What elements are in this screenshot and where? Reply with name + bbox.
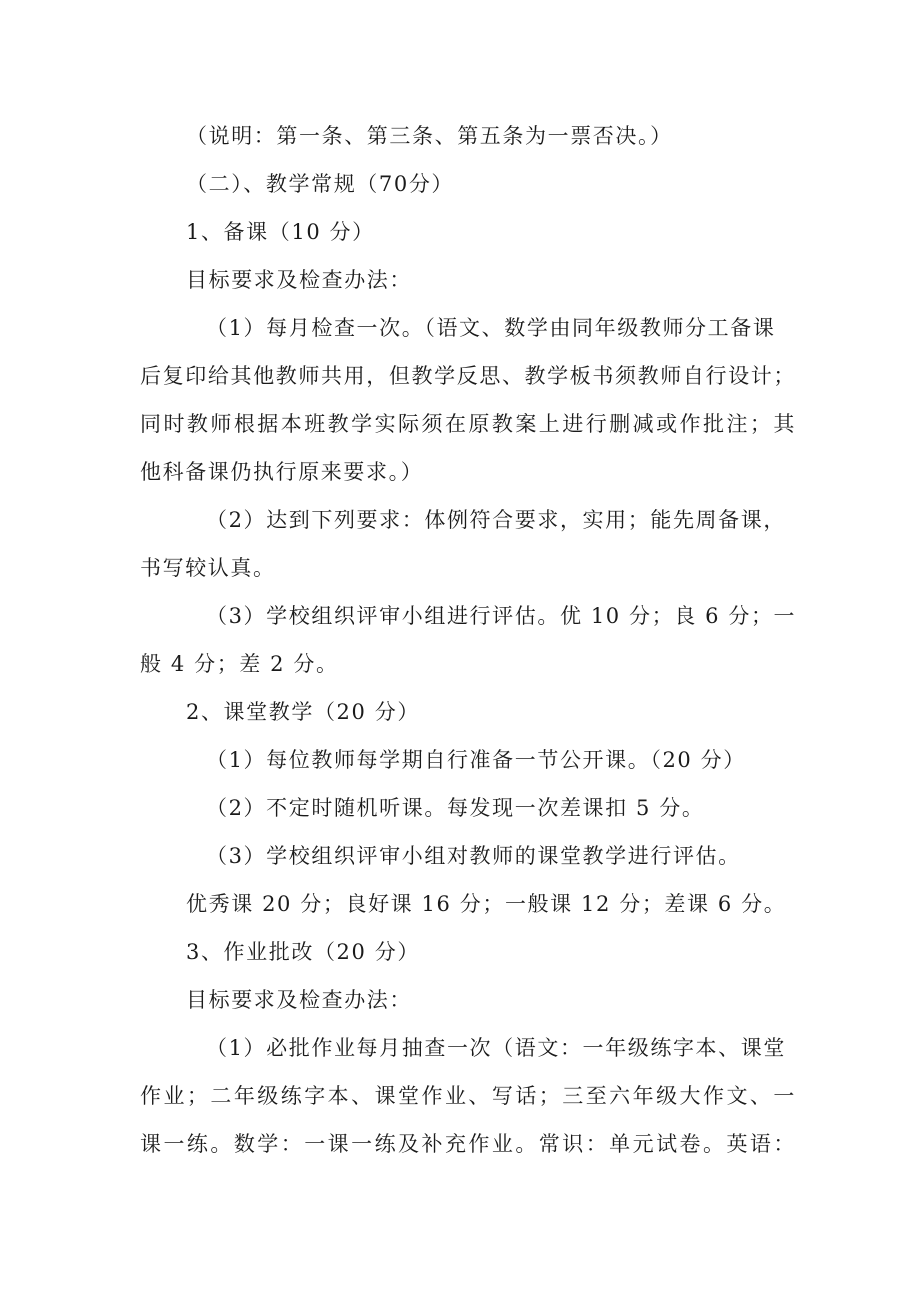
item3-subheading: 目标要求及检查办法： [186, 988, 412, 1012]
item1-p1-line4: 他科备课仍执行原来要求。） [140, 460, 424, 484]
item1-p2-line2: 书写较认真。 [140, 556, 276, 580]
item3-p1-line2: 作业；二年级练字本、课堂作业、写话；三至六年级大作文、一 [140, 1084, 796, 1108]
section-title: （二）、教学常规（70分） [186, 172, 455, 196]
item3-heading: 3、作业批改（20 分） [186, 940, 420, 964]
item3-p1-line3: 课一练。数学：一课一练及补充作业。常识：单元试卷。英语： [140, 1132, 796, 1156]
item2-p1: （1）每位教师每学期自行准备一节公开课。（20 分） [206, 748, 746, 772]
item1-p2-line1: （2）达到下列要求：体例符合要求，实用；能先周备课， [206, 508, 786, 532]
note-text: （说明：第一条、第三条、第五条为一票否决。） [186, 124, 673, 148]
item2-p4: 优秀课 20 分；良好课 16 分；一般课 12 分；差课 6 分。 [186, 892, 787, 916]
item2-p2: （2）不定时随机听课。每发现一次差课扣 5 分。 [206, 796, 705, 820]
item2-heading: 2、课堂教学（20 分） [186, 700, 420, 724]
item1-p1-line1: （1）每月检查一次。（语文、数学由同年级教师分工备课 [206, 316, 776, 340]
item1-p3-line2: 般 4 分；差 2 分。 [140, 652, 339, 676]
item2-p3: （3）学校组织评审小组对教师的课堂教学进行评估。 [206, 844, 741, 868]
item1-p1-line3: 同时教师根据本班教学实际须在原教案上进行删减或作批注；其 [140, 412, 796, 436]
item1-p1-line2: 后复印给其他教师共用，但教学反思、教学板书须教师自行设计； [140, 364, 796, 388]
item3-p1-line1: （1）必批作业每月抽查一次（语文：一年级练字本、课堂 [206, 1036, 786, 1060]
item1-p3-line1: （3）学校组织评审小组进行评估。优 10 分；良 6 分；一 [206, 604, 797, 628]
item1-heading: 1、备课（10 分） [186, 220, 375, 244]
item1-subheading: 目标要求及检查办法： [186, 268, 412, 292]
